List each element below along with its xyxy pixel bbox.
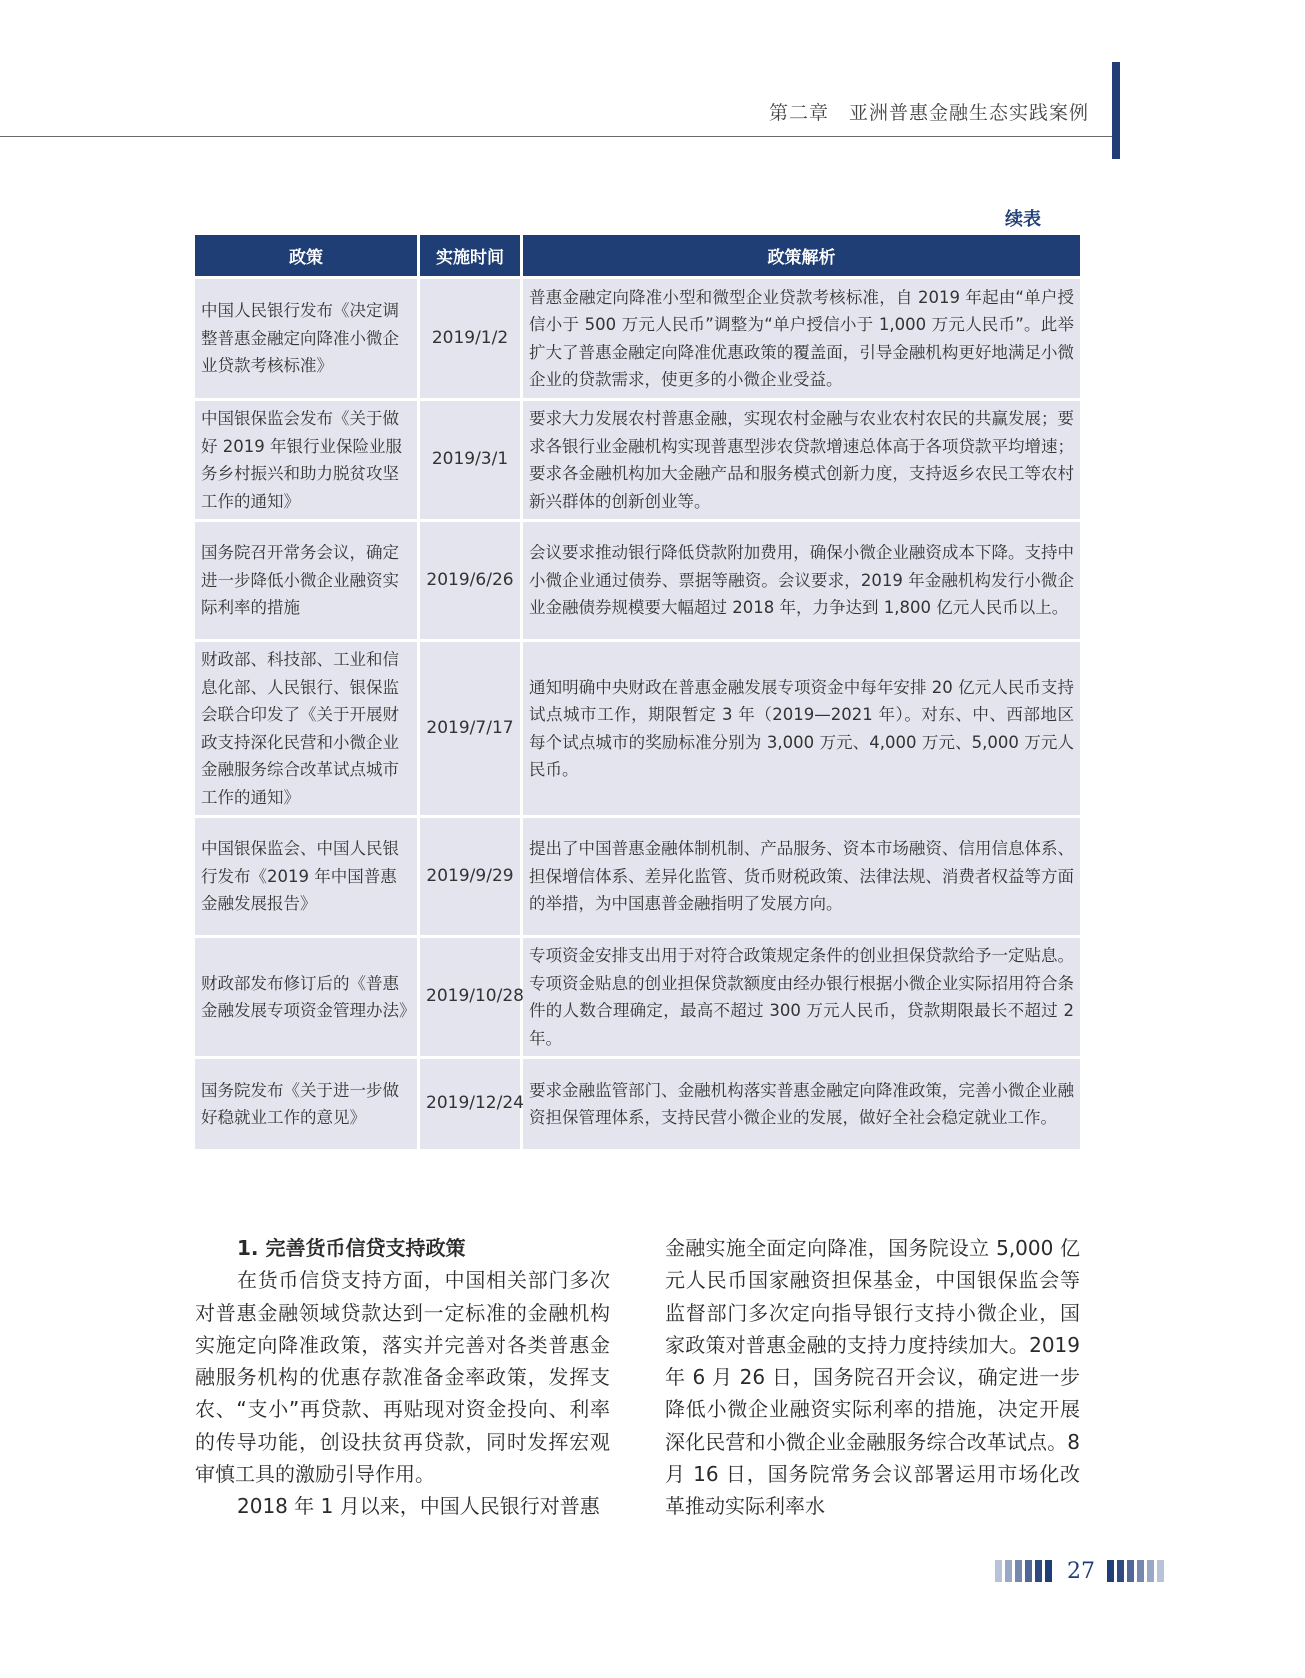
table-row [195,401,1080,519]
policy-cell: 中国银保监会、中国人民银行发布《2019 年中国普惠金融发展报告》 [195,818,417,935]
date-cell: 2019/9/29 [420,818,520,935]
section-heading: 1. 完善货币信贷支持政策 [237,1236,466,1260]
page-footer [995,1558,1167,1584]
body-paragraph: 金融实施全面定向降准，国务院设立 5,000 亿元人民币国家融资担保基金，中国银保监会等监督部门多次定向指导银行支持小微企业，国家政策对普惠金融的支持力度持续加大。2019 年 6 月 26 日，国务院召开会议，确定进一步降低小微企业融资实际利率的措施，决定开展深化民营和小微企业金融服务综合改革试点。8 月 16 日，国务院常务会议部署运用市场化改革推动实际利率水 [665,1236,1080,1519]
analysis-cell: 普惠金融定向降准小型和微型企业贷款考核标准，自 2019 年起由“单户授信小于 500 万元人民币”调整为“单户授信小于 1,000 万元人民币”。此举扩大了普惠金融定向降准优惠政策的覆盖面，引导金融机构更好地满足小微企业的贷款需求，使更多的小微企业受益。 [523,279,1080,398]
date-cell: 2019/1/2 [420,279,520,398]
column-header-date: 实施时间 [420,235,520,276]
analysis-cell: 要求大力发展农村普惠金融，实现农村金融与农业农村农民的共赢发展；要求各银行业金融机构实现普惠型涉农贷款增速总体高于各项贷款平均增速；要求各金融机构加大金融产品和服务模式创新力度，支持返乡农民工等农村新兴群体的创新创业等。 [523,401,1080,519]
decorative-stripes-right [1107,1560,1167,1582]
chapter-title: 第二章 亚洲普惠金融生态实践案例 [768,102,1089,124]
date-cell: 2019/12/24 [420,1059,520,1149]
policy-cell: 国务院召开常务会议，确定进一步降低小微企业融资实际利率的措施 [195,522,417,639]
analysis-cell: 要求金融监管部门、金融机构落实普惠金融定向降准政策，完善小微企业融资担保管理体系，支持民营小微企业的发展，做好全社会稳定就业工作。 [523,1059,1080,1149]
policy-cell: 财政部、科技部、工业和信息化部、人民银行、银保监会联合印发了《关于开展财政支持深化民营和小微企业金融服务综合改革试点城市工作的通知》 [195,642,417,815]
date-cell: 2019/10/28 [420,938,520,1056]
analysis-cell: 会议要求推动银行降低贷款附加费用，确保小微企业融资成本下降。支持中小微企业通过债券、票据等融资。会议要求，2019 年金融机构发行小微企业金融债券规模要大幅超过 2018 年，力争达到 1,800 亿元人民币以上。 [523,522,1080,639]
date-cell: 2019/7/17 [420,642,520,815]
date-cell: 2019/6/26 [420,522,520,639]
column-header-analysis: 政策解析 [523,235,1080,276]
body-paragraph: 2018 年 1 月以来，中国人民银行对普惠 [237,1494,600,1519]
policy-cell: 中国人民银行发布《决定调整普惠金融定向降准小微企业贷款考核标准》 [195,279,417,398]
analysis-cell: 提出了中国普惠金融体制机制、产品服务、资本市场融资、信用信息体系、担保增信体系、差异化监管、货币财税政策、法律法规、消费者权益等方面的举措，为中国惠普金融指明了发展方向。 [523,818,1080,935]
policy-cell: 国务院发布《关于进一步做好稳就业工作的意见》 [195,1059,417,1149]
table-row [195,938,1080,1056]
body-column-right [665,1232,1080,1523]
table-row [195,1059,1080,1149]
policy-cell: 中国银保监会发布《关于做好 2019 年银行业保险业服务乡村振兴和助力脱贫攻坚工作的通知》 [195,401,417,519]
body-paragraph: 在货币信贷支持方面，中国相关部门多次对普惠金融领域贷款达到一定标准的金融机构实施定向降准政策，落实并完善对各类普惠金融服务机构的优惠存款准备金率政策，发挥支农、“支小”再贷款、再贴现对资金投向、利率的传导功能，创设扶贫再贷款，同时发挥宏观审慎工具的激励引导作用。 [195,1268,610,1487]
header-rule [0,136,1112,137]
table-row [195,818,1080,935]
table-header-row [195,235,1080,276]
analysis-cell: 通知明确中央财政在普惠金融发展专项资金中每年安排 20 亿元人民币支持试点城市工作，期限暂定 3 年（2019—2021 年）。对东、中、西部地区每个试点城市的奖励标准分别为 3,000 万元、4,000 万元、5,000 万元人民币。 [523,642,1080,815]
table-row [195,522,1080,639]
body-column-left [195,1232,610,1523]
table-row [195,279,1080,398]
policy-cell: 财政部发布修订后的《普惠金融发展专项资金管理办法》 [195,938,417,1056]
header-accent-bar [1112,62,1120,159]
date-cell: 2019/3/1 [420,401,520,519]
table-row [195,642,1080,815]
column-header-policy: 政策 [195,235,417,276]
table-continued-label: 续表 [1005,209,1041,230]
analysis-cell: 专项资金安排支出用于对符合政策规定条件的创业担保贷款给予一定贴息。专项资金贴息的创业担保贷款额度由经办银行根据小微企业实际招用符合条件的人数合理确定，最高不超过 300 万元人民币，贷款期限最长不超过 2 年。 [523,938,1080,1056]
policy-table [192,232,1083,1152]
page-number: 27 [1067,1558,1095,1584]
decorative-stripes-left [995,1560,1055,1582]
